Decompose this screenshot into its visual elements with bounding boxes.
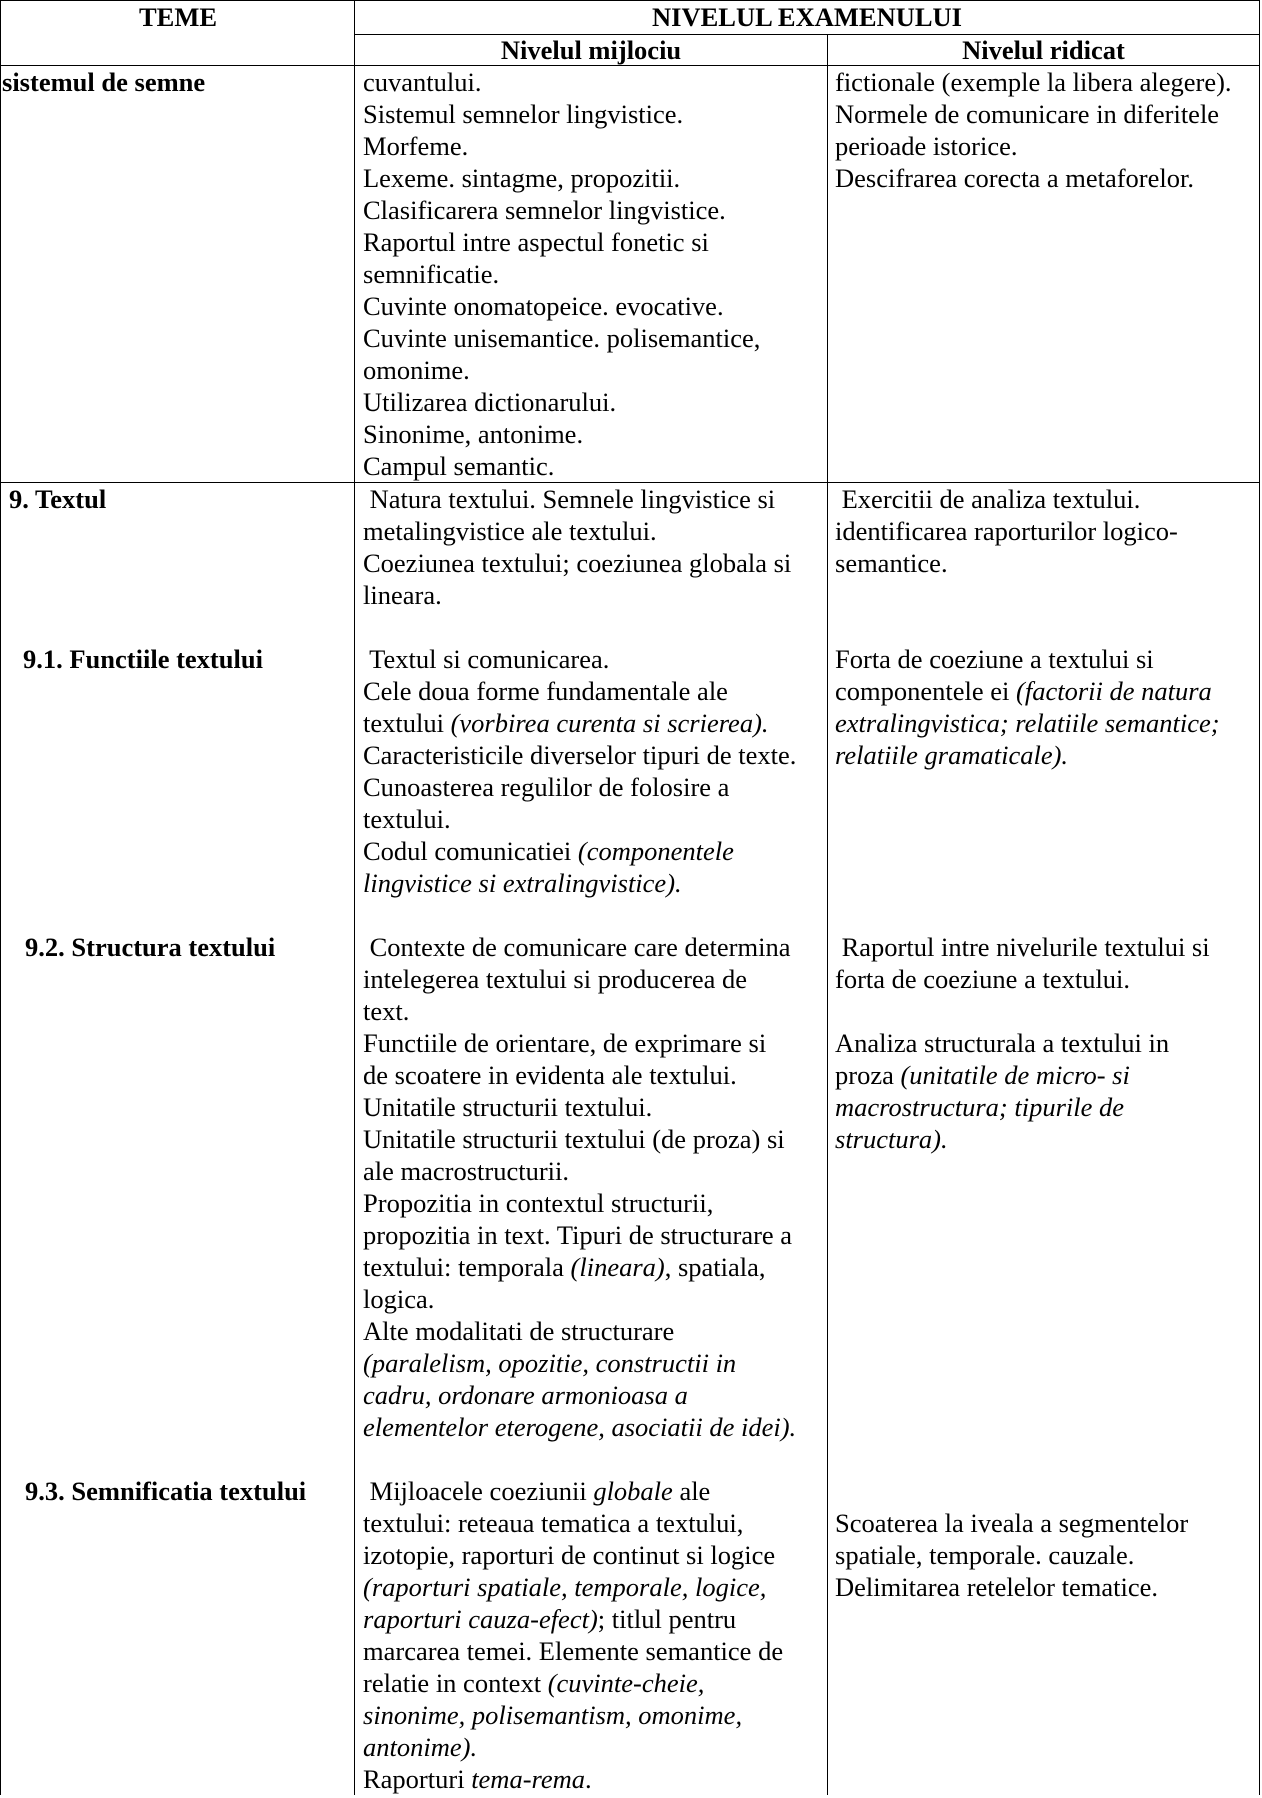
text-segment: Raportul intre nivelurile textului si <box>835 932 1210 962</box>
text-segment: ale <box>672 1476 711 1506</box>
italic-text-segment: elementelor eterogene, asociatii de idei). <box>363 1412 797 1442</box>
tema-cell <box>1 1475 355 1795</box>
text-line <box>363 1347 827 1379</box>
text-line <box>363 803 827 835</box>
text-segment: lineara. <box>363 580 442 610</box>
paragraph <box>835 643 1259 771</box>
text-segment: relatie in context <box>363 1668 548 1698</box>
text-segment: marcarea temei. Elemente semantice de <box>363 1636 784 1666</box>
text-line <box>835 707 1259 739</box>
text-line <box>363 354 827 386</box>
ridicat-cell <box>828 1475 1260 1795</box>
text-segment: Caracteristicile diverselor tipuri de texte. <box>363 740 797 770</box>
text-segment: componentele ei <box>835 676 1017 706</box>
text-segment: Exercitii de analiza textului. <box>835 484 1141 514</box>
text-segment: spatiale, temporale. cauzale. <box>835 1540 1135 1570</box>
text-line <box>363 835 827 867</box>
mijlociu-cell <box>355 66 828 483</box>
text-segment: Contexte de comunicare care determina <box>363 932 791 962</box>
text-segment: Lexeme. sintagme, propozitii. <box>363 163 681 193</box>
italic-text-segment: raporturi cauza-efect) <box>363 1604 598 1634</box>
italic-text-segment: (vorbirea curenta si scrierea). <box>450 708 769 738</box>
text-line <box>363 386 827 418</box>
text-segment: identificarea raporturilor logico- <box>835 516 1178 546</box>
text-line <box>363 162 827 194</box>
text-line <box>363 1283 827 1315</box>
text-segment: textului: reteaua tematica a textului, <box>363 1508 744 1538</box>
paragraph <box>835 66 1259 194</box>
mijlociu-cell <box>355 1475 828 1795</box>
italic-text-segment: sinonime, polisemantism, omonime, <box>363 1700 743 1730</box>
text-line <box>835 739 1259 771</box>
paragraph <box>835 1507 1259 1603</box>
text-segment: Delimitarea retelelor tematice. <box>835 1572 1158 1602</box>
italic-text-segment: extralingvistica; relatiile semantice; <box>835 708 1220 738</box>
text-line <box>835 98 1259 130</box>
text-line <box>835 931 1259 963</box>
text-segment: Unitatile structurii textului (de proza) si <box>363 1124 785 1154</box>
text-line <box>835 963 1259 995</box>
text-segment: , spatiala, <box>664 1252 766 1282</box>
italic-text-segment: structura). <box>835 1124 948 1154</box>
mijlociu-cell <box>355 483 828 643</box>
text-line <box>363 1155 827 1187</box>
text-line <box>835 547 1259 579</box>
text-segment: Forta de coeziune a textului si <box>835 644 1154 674</box>
text-line <box>835 515 1259 547</box>
text-line <box>835 483 1259 515</box>
text-segment: fictionale (exemple la libera alegere). <box>835 67 1232 97</box>
text-segment: Cuvinte unisemantice. polisemantice, <box>363 323 761 353</box>
text-segment: izotopie, raporturi de continut si logice <box>363 1540 776 1570</box>
text-segment: textului: temporala <box>363 1252 571 1282</box>
text-line <box>835 1091 1259 1123</box>
text-line <box>363 1187 827 1219</box>
paragraph <box>363 483 827 611</box>
italic-text-segment: lingvistice si extralingvistice). <box>363 868 682 898</box>
text-line <box>363 1731 827 1763</box>
text-line <box>363 963 827 995</box>
text-segment: Propozitia in contextul structurii, <box>363 1188 714 1218</box>
text-segment: . <box>585 1764 592 1794</box>
text-line <box>363 1027 827 1059</box>
text-line <box>835 643 1259 675</box>
text-segment: Cele doua forme fundamentale ale <box>363 676 728 706</box>
tema-title: 9.3. Semnificatia textului <box>25 1476 307 1506</box>
tema-cell <box>1 931 355 1475</box>
paragraph <box>363 931 827 1443</box>
text-segment: omonime. <box>363 355 470 385</box>
text-line <box>363 322 827 354</box>
paragraph <box>363 643 827 899</box>
text-line <box>835 1571 1259 1603</box>
paragraph <box>835 1027 1259 1155</box>
text-line <box>363 1379 827 1411</box>
tema-title: 9. Textul <box>9 484 107 514</box>
text-line <box>363 1411 827 1443</box>
text-line <box>363 130 827 162</box>
text-segment: textului <box>363 708 451 738</box>
tema-cell <box>1 643 355 931</box>
italic-text-segment: (lineara) <box>570 1252 665 1282</box>
text-line <box>835 675 1259 707</box>
text-line <box>363 1251 827 1283</box>
text-segment: Raportul intre aspectul fonetic si <box>363 227 709 257</box>
text-line <box>363 547 827 579</box>
mijlociu-cell <box>355 643 828 931</box>
italic-text-segment: (componentele <box>577 836 734 866</box>
text-line <box>363 1059 827 1091</box>
text-line <box>363 1507 827 1539</box>
text-line <box>835 1027 1259 1059</box>
text-segment: Natura textului. Semnele lingvistice si <box>363 484 776 514</box>
text-line <box>363 995 827 1027</box>
tema-cell <box>1 483 355 643</box>
text-line <box>363 290 827 322</box>
italic-text-segment: (paralelism, opozitie, constructii in <box>363 1348 737 1378</box>
text-line <box>835 162 1259 194</box>
italic-text-segment: globale <box>593 1476 673 1506</box>
tema-title: sistemul de semne <box>2 67 206 97</box>
text-line <box>363 931 827 963</box>
text-line <box>363 771 827 803</box>
text-line <box>835 1059 1259 1091</box>
text-segment: Functiile de orientare, de exprimare si <box>363 1028 767 1058</box>
text-segment: logica. <box>363 1284 435 1314</box>
italic-text-segment: (cuvinte-cheie, <box>547 1668 705 1698</box>
text-segment: Sinonime, antonime. <box>363 419 584 449</box>
ridicat-cell <box>828 66 1260 483</box>
text-segment: Cunoasterea regulilor de folosire a <box>363 772 730 802</box>
text-line <box>363 1091 827 1123</box>
text-line <box>363 1635 827 1667</box>
tema-title: 9.1. Functiile textului <box>23 644 263 674</box>
text-line <box>363 867 827 899</box>
paragraph <box>363 1475 827 1795</box>
text-line <box>363 1475 827 1507</box>
text-segment: textului. <box>363 804 451 834</box>
paragraph <box>835 931 1259 995</box>
text-line <box>835 1539 1259 1571</box>
header-nivelul-mijlociu: Nivelul mijlociu <box>355 35 828 66</box>
text-line <box>363 579 827 611</box>
header-nivelul-examenului: NIVELUL EXAMENULUI <box>355 1 1260 35</box>
italic-text-segment: tema-rema <box>471 1764 586 1794</box>
text-segment: forta de coeziune a textului. <box>835 964 1131 994</box>
text-segment: intelegerea textului si producerea de <box>363 964 748 994</box>
text-line <box>363 515 827 547</box>
text-segment: Normele de comunicare in diferitele <box>835 99 1220 129</box>
italic-text-segment: (raporturi spatiale, temporale, logice, <box>363 1572 767 1602</box>
text-segment: Unitatile structurii textului. <box>363 1092 653 1122</box>
paragraph <box>835 483 1259 579</box>
ridicat-cell <box>828 483 1260 643</box>
text-segment: Clasificarera semnelor lingvistice. <box>363 195 726 225</box>
text-line <box>363 258 827 290</box>
text-segment: text. <box>363 996 410 1026</box>
text-segment: semnificatie. <box>363 259 500 289</box>
ridicat-cell <box>828 931 1260 1475</box>
text-line <box>835 66 1259 98</box>
header-nivelul-ridicat: Nivelul ridicat <box>828 35 1260 66</box>
paragraph <box>363 66 827 482</box>
text-line <box>363 739 827 771</box>
text-segment: Mijloacele coeziunii <box>363 1476 594 1506</box>
text-line <box>363 1667 827 1699</box>
text-segment: Codul comunicatiei <box>363 836 578 866</box>
text-line <box>363 1603 827 1635</box>
text-segment: Cuvinte onomatopeice. evocative. <box>363 291 724 321</box>
text-segment: Textul si comunicarea. <box>363 644 610 674</box>
italic-text-segment: cadru, ordonare armonioasa a <box>363 1380 688 1410</box>
italic-text-segment: (unitatile de micro- si <box>900 1060 1130 1090</box>
text-line <box>363 66 827 98</box>
text-segment: Morfeme. <box>363 131 469 161</box>
text-line <box>363 226 827 258</box>
text-segment: cuvantului. <box>363 67 482 97</box>
text-line <box>363 1219 827 1251</box>
ridicat-cell <box>828 643 1260 931</box>
header-teme: TEME <box>1 1 355 66</box>
italic-text-segment: macrostructura; tipurile de <box>835 1092 1125 1122</box>
text-segment: propozitia in text. Tipuri de structurare a <box>363 1220 793 1250</box>
text-line <box>363 1699 827 1731</box>
mijlociu-cell <box>355 931 828 1475</box>
text-segment: Sistemul semnelor lingvistice. <box>363 99 684 129</box>
text-segment: ; titlul pentru <box>597 1604 737 1634</box>
text-segment: Coeziunea textului; coeziunea globala si <box>363 548 792 578</box>
text-segment: ale macrostructurii. <box>363 1156 570 1186</box>
text-segment: perioade istorice. <box>835 131 1018 161</box>
tema-title: 9.2. Structura textului <box>25 932 276 962</box>
text-segment: de scoatere in evidenta ale textului. <box>363 1060 737 1090</box>
text-line <box>363 643 827 675</box>
text-line <box>835 130 1259 162</box>
text-line <box>363 418 827 450</box>
text-line <box>363 1539 827 1571</box>
text-segment: Descifrarea corecta a metaforelor. <box>835 163 1194 193</box>
text-segment: Alte modalitati de structurare <box>363 1316 675 1346</box>
text-line <box>835 1507 1259 1539</box>
text-segment: metalingvistice ale textului. <box>363 516 657 546</box>
text-segment: Campul semantic. <box>363 451 555 481</box>
text-line <box>363 483 827 515</box>
text-segment: proza <box>835 1060 901 1090</box>
text-line <box>363 707 827 739</box>
text-segment: Raporturi <box>363 1764 472 1794</box>
italic-text-segment: relatiile gramaticale). <box>835 740 1069 770</box>
text-segment: Analiza structurala a textului in <box>835 1028 1170 1058</box>
text-line <box>363 98 827 130</box>
text-segment: Utilizarea dictionarului. <box>363 387 617 417</box>
text-line <box>363 1763 827 1795</box>
text-segment: Scoaterea la iveala a segmentelor <box>835 1508 1189 1538</box>
text-line <box>363 450 827 482</box>
text-line <box>363 675 827 707</box>
text-line <box>363 1315 827 1347</box>
text-segment: semantice. <box>835 548 948 578</box>
text-line <box>835 1123 1259 1155</box>
text-line <box>363 1571 827 1603</box>
italic-text-segment: (factorii de natura <box>1016 676 1212 706</box>
tema-cell <box>1 66 355 483</box>
italic-text-segment: antonime). <box>363 1732 478 1762</box>
text-line <box>363 194 827 226</box>
text-line <box>363 1123 827 1155</box>
